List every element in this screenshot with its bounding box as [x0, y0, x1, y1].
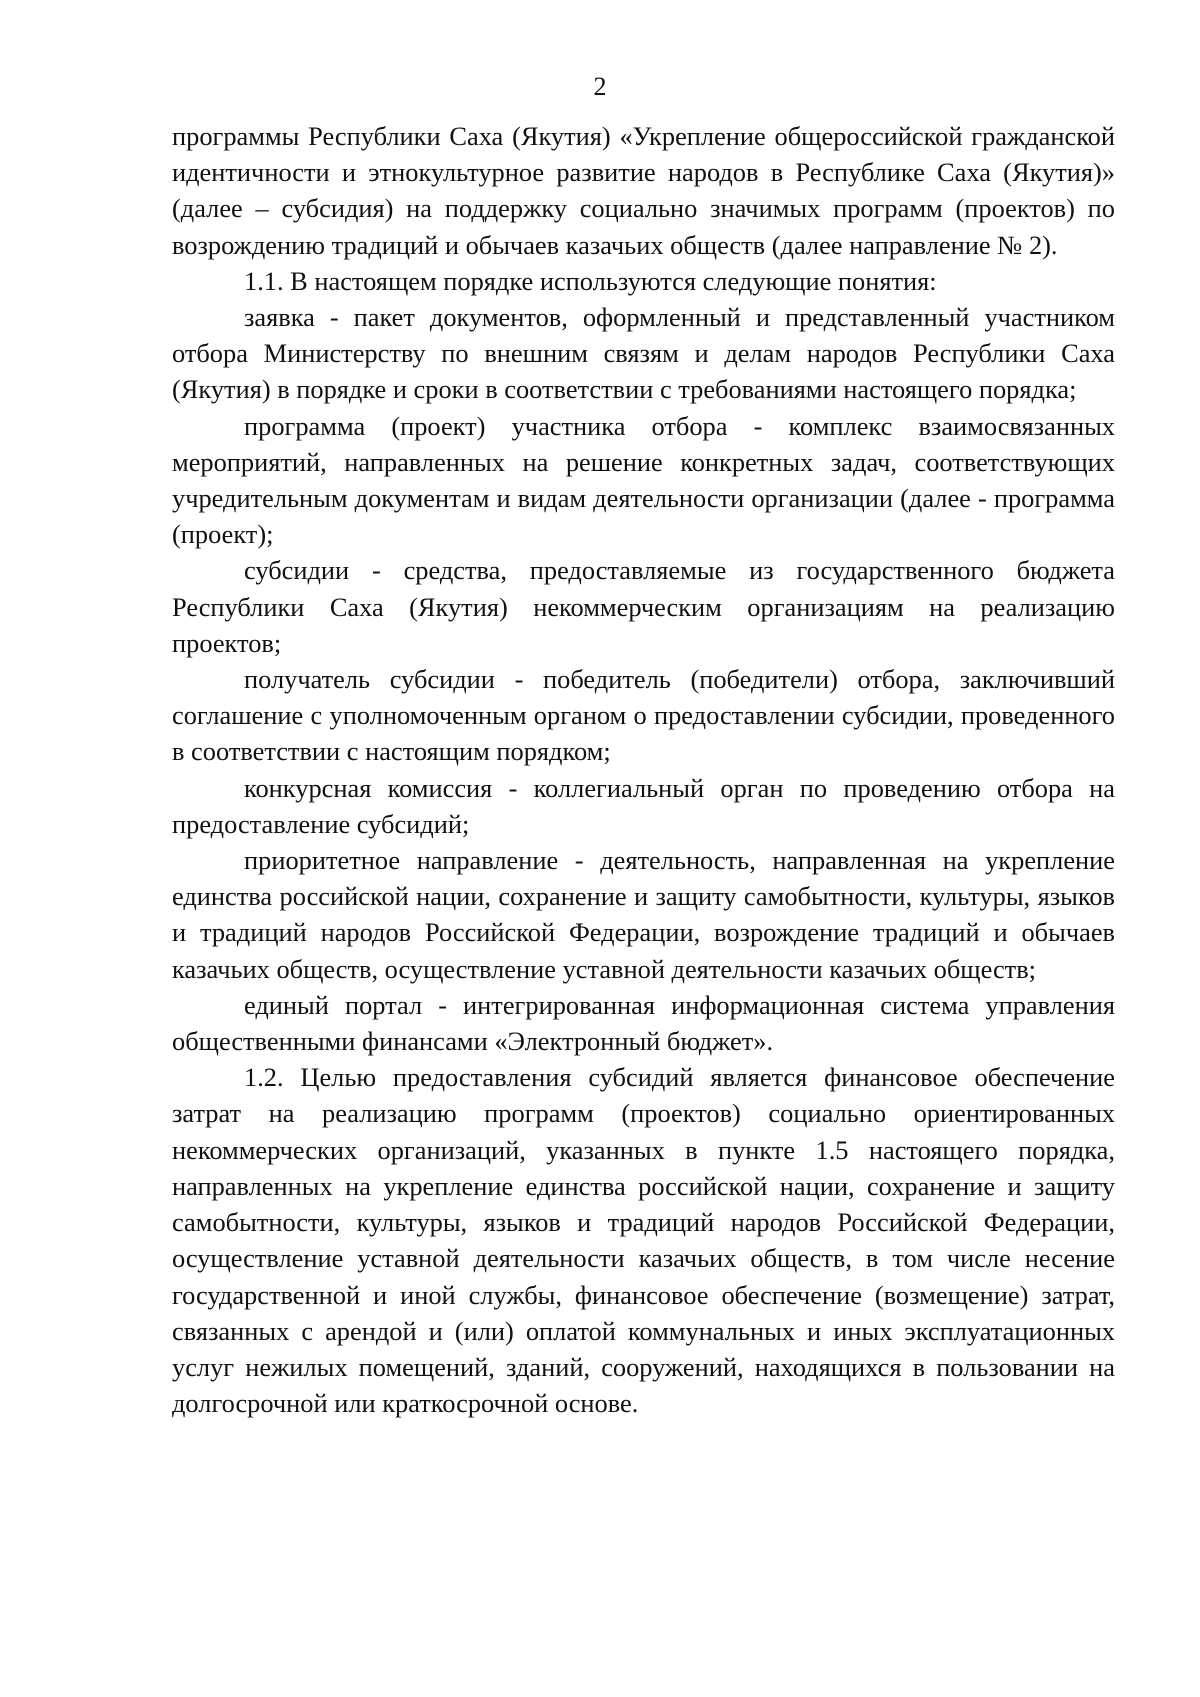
paragraph: конкурсная комиссия - коллегиальный орган по проведению отбора на предоставление субсидий; — [172, 772, 1115, 839]
paragraph: 1.2. Целью предоставления субсидий является финансовое обеспечение затрат на реализацию программ (проектов) социально ориентированных некоммерческих организаций, указанных в пункте 1.5 настоящего порядка, направленных на укрепление единства российской нации, сохранение и защиту самобытности, культуры, языков и традиций народов Российской Федерации, осуществление уставной деятельности казачьих обществ, в том числе несение государственной и иной службы, финансовое обеспечение (возмещение) затрат, связанных с арендой и (или) оплатой коммунальных и иных эксплуатационных услуг нежилых помещений, зданий, сооружений, находящихся в пользовании на долгосрочной или краткосрочной основе. — [172, 1062, 1115, 1419]
paragraph: заявка - пакет документов, оформленный и представленный участником отбора Министерству по внешним связям и делам народов Республики Саха (Якутия) в порядке и сроки в соответствии с требованиями настоящего порядка; — [172, 302, 1115, 405]
paragraph: единый портал - интегрированная информационная система управления общественными финансами «Электронный бюджет». — [172, 989, 1115, 1057]
paragraph: субсидии - средства, предоставляемые из государственного бюджета Республики Саха (Якутия) некоммерческим организациям на реализацию проектов; — [172, 555, 1115, 658]
paragraph: приоритетное направление - деятельность, направленная на укрепление единства российской нации, сохранение и защиту самобытности, культуры, языков и традиций народов Российской Федерации, возрождение традиций и обычаев казачьих обществ, осуществление уставной деятельности казачьих обществ; — [172, 845, 1115, 984]
paragraph: программы Республики Саха (Якутия) «Укрепление общероссийской гражданской идентичности и этнокультурное развитие народов в Республике Саха (Якутия)» (далее – субсидия) на поддержку социально значимых программ (проектов) по возрождению традиций и обычаев казачьих обществ (далее направление № 2). — [172, 121, 1115, 260]
paragraph: 1.1. В настоящем порядке используются следующие понятия: — [244, 265, 937, 296]
document-body — [172, 118, 1115, 1421]
paragraph: программа (проект) участника отбора - комплекс взаимосвязанных мероприятий, направленных на решение конкретных задач, соответствующих учредительным документам и видам деятельности организации (далее - программа (проект); — [172, 410, 1115, 550]
paragraph: получатель субсидии - победитель (победители) отбора, заключивший соглашение с уполномоченным органом о предоставлении субсидии, проведенного в соответствии с настоящим порядком; — [172, 664, 1115, 767]
page-number: 2 — [593, 72, 607, 101]
